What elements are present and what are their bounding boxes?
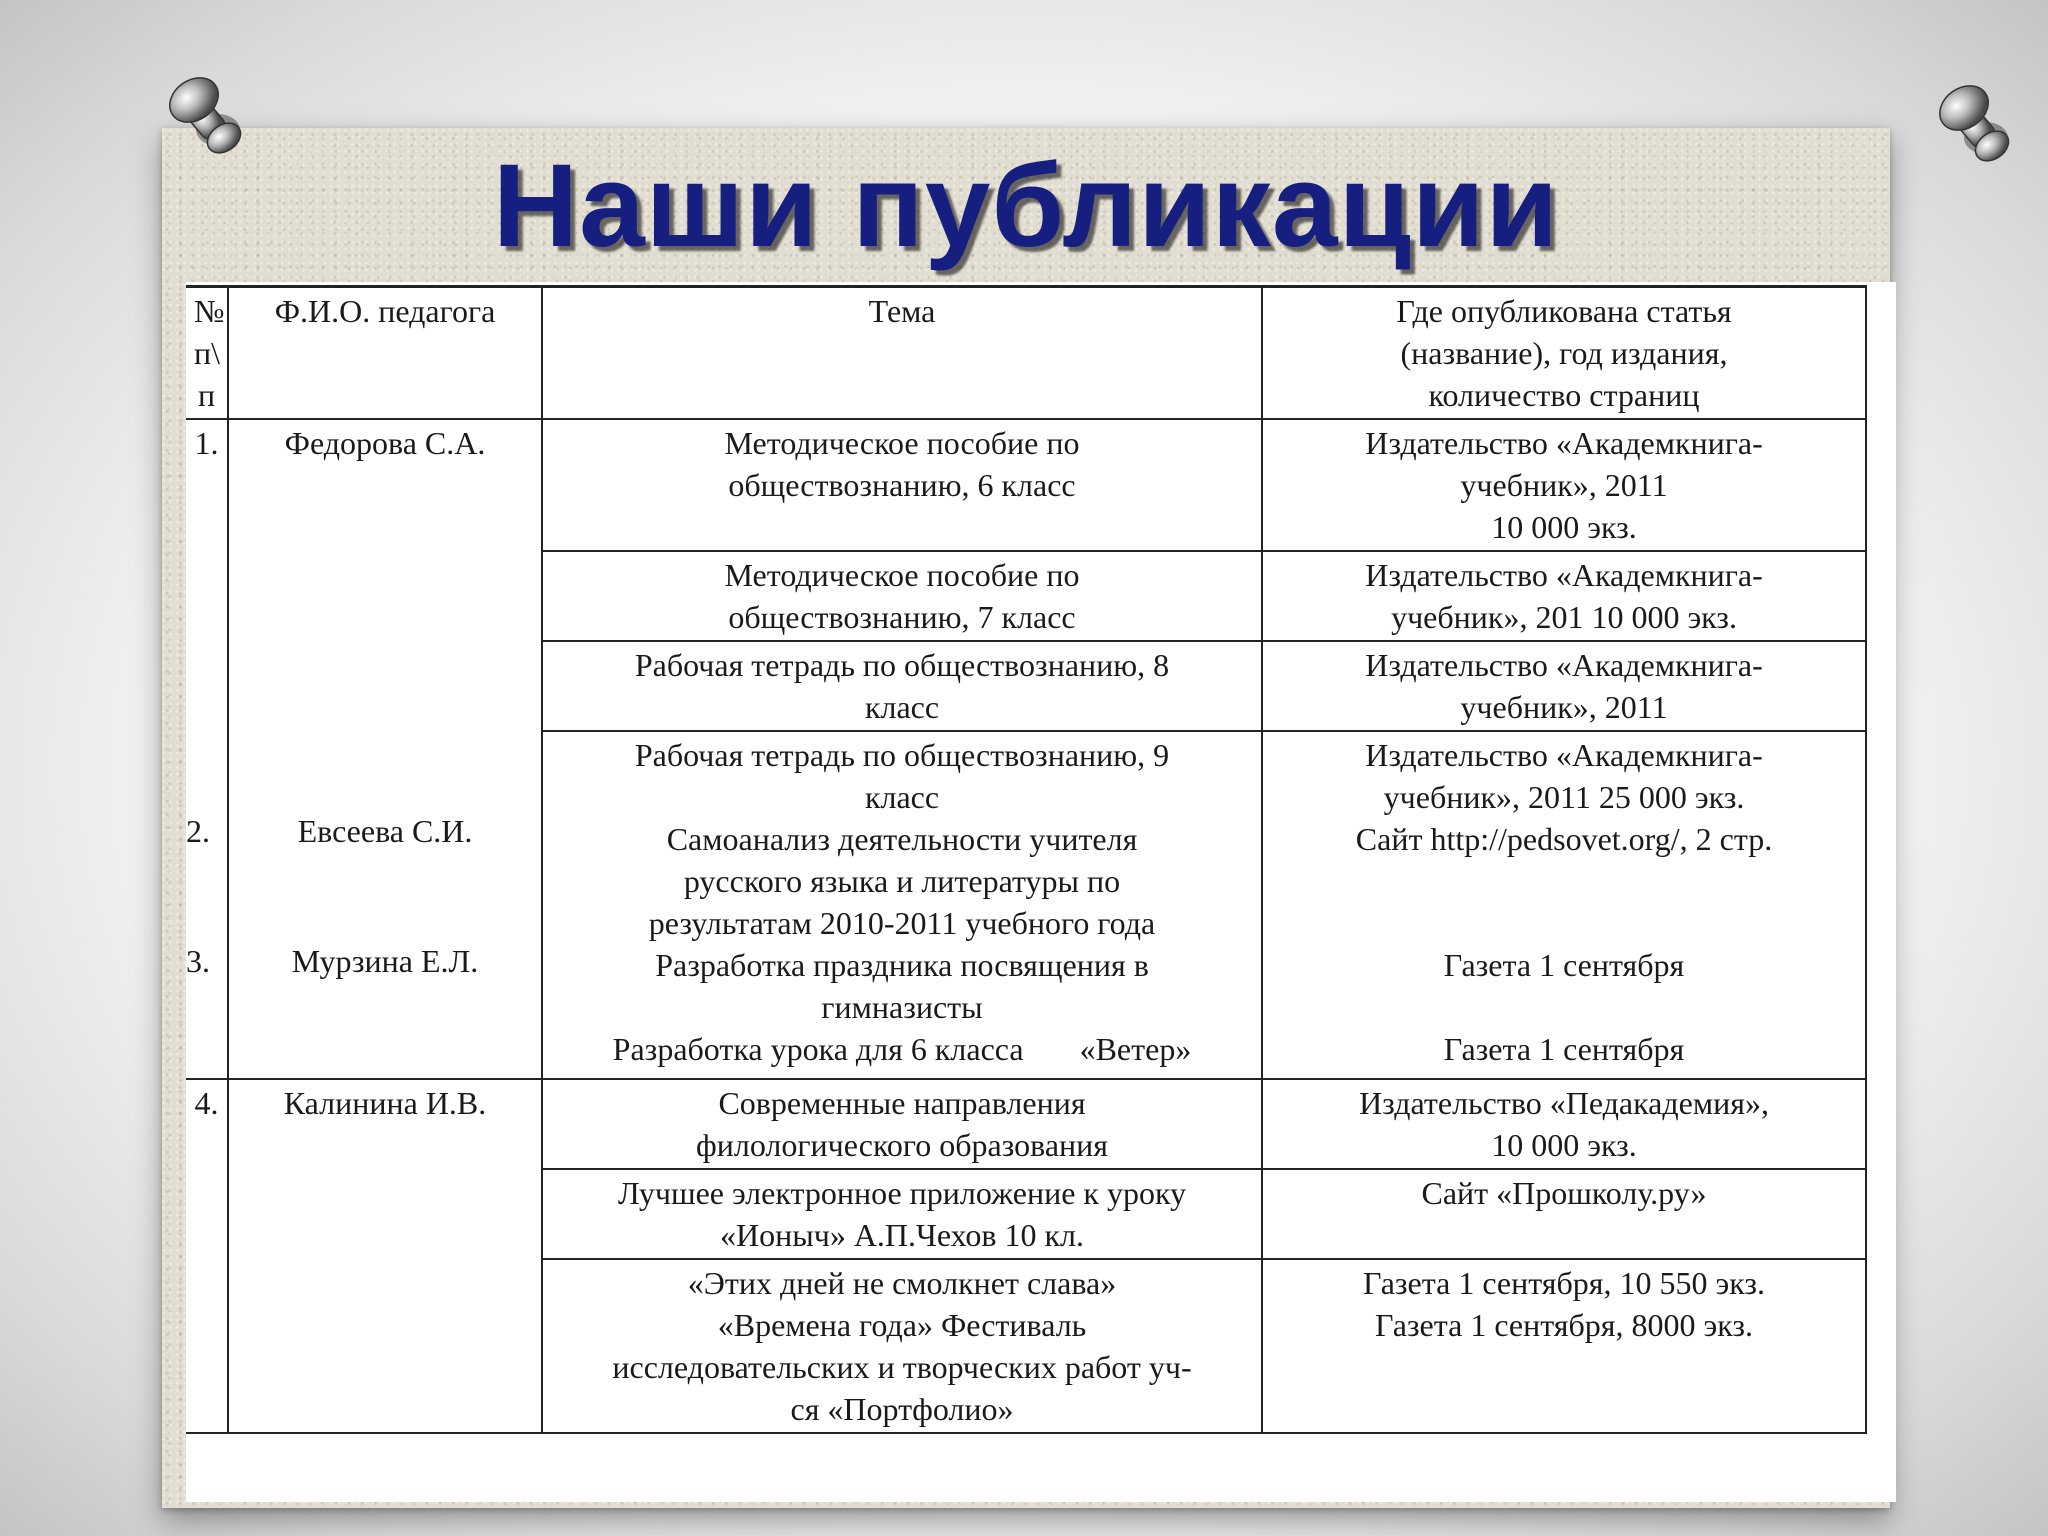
topic-line: Разработка праздника посвящения в: [655, 947, 1149, 983]
row-where: [1262, 1169, 1866, 1259]
pushpin-left-icon: [160, 68, 256, 164]
topic-line: филологического образования: [696, 1127, 1108, 1163]
teacher-name-3: Мурзина Е.Л.: [291, 943, 479, 979]
topic-line: Современные направления: [718, 1085, 1086, 1121]
where-line: Издательство «Академкнига-: [1365, 647, 1763, 683]
topic-line: Рабочая тетрадь по обществознанию, 9: [634, 737, 1170, 773]
pushpin-right-icon: [1930, 76, 2026, 172]
where-line: Газета 1 сентября: [1443, 947, 1685, 983]
where-line: Газета 1 сентября, 8000 экз.: [1374, 1307, 1754, 1343]
teacher-name-4: Калинина И.В.: [228, 1079, 542, 1433]
row-num-value: 3.: [186, 943, 210, 979]
topic-line: класс: [864, 689, 940, 725]
teacher-name-2: Евсеева С.И.: [297, 813, 473, 849]
topic-line: Рабочая тетрадь по обществознанию, 8: [634, 647, 1170, 683]
row-num-value: 1.: [194, 425, 219, 461]
row-num-value: 2.: [186, 813, 210, 849]
spacer: [1271, 986, 1857, 1028]
topic-line: гимназисты: [821, 989, 983, 1025]
where-line: Издательство «Академкнига-: [1365, 737, 1763, 773]
spacer: [186, 852, 226, 940]
row-num-value: 4.: [194, 1085, 219, 1121]
where-line: учебник», 201 10 000 экз.: [1391, 599, 1737, 635]
extra-nums: [186, 810, 226, 982]
table-row: [186, 1079, 1866, 1169]
where-line: учебник», 2011: [1460, 467, 1668, 503]
topic-line: обществознанию, 7 класс: [728, 599, 1076, 635]
where-line: учебник», 2011: [1460, 689, 1668, 725]
row-topic: [542, 551, 1262, 641]
row-topic: [542, 731, 1262, 1079]
header-num-line: п\: [194, 335, 221, 371]
table-header-row: [186, 287, 1866, 420]
row-topic: [542, 1079, 1262, 1169]
topic-line: «Времена года» Фестиваль: [717, 1307, 1087, 1343]
topic-line: «Этих дней не смолкнет слава»: [687, 1265, 1117, 1301]
row-where: [1262, 641, 1866, 731]
extra-names: [230, 810, 540, 982]
header-num-line: п: [197, 377, 216, 413]
topic-line: Разработка урока для 6 класса «Ветер»: [612, 1031, 1192, 1067]
topic-line: класс: [864, 779, 940, 815]
where-line: Издательство «Академкнига-: [1365, 425, 1763, 461]
table-row: [186, 419, 1866, 551]
where-line: Сайт «Прошколу.ру»: [1421, 1175, 1707, 1211]
where-line: 10 000 экз.: [1491, 509, 1637, 545]
header-name: Ф.И.О. педагога: [228, 287, 542, 420]
where-line: Сайт http://pedsovet.org/, 2 стр.: [1355, 821, 1773, 857]
topic-line: исследовательских и творческих работ уч-: [612, 1349, 1192, 1385]
topic-line: результатам 2010-2011 учебного года: [648, 905, 1156, 941]
row-where: [1262, 1079, 1866, 1169]
topic-line: Методическое пособие по: [724, 425, 1080, 461]
row-num: [186, 1079, 228, 1433]
where-line: 10 000 экз.: [1491, 1127, 1637, 1163]
row-where: [1262, 551, 1866, 641]
row-topic: [542, 419, 1262, 551]
topic-line: ся «Портфолио»: [790, 1391, 1014, 1427]
row-where: [1262, 419, 1866, 551]
page-title: Наши публикации: [492, 140, 1560, 272]
row-where: [1262, 731, 1866, 1079]
row-where: [1262, 1259, 1866, 1433]
topic-line: Самоанализ деятельности учителя: [666, 821, 1138, 857]
header-num: [186, 287, 228, 420]
where-line: Газета 1 сентября: [1443, 1031, 1685, 1067]
header-where: [1262, 287, 1866, 420]
where-line: Издательство «Академкнига-: [1365, 557, 1763, 593]
topic-line: обществознанию, 6 класс: [728, 467, 1076, 503]
where-line: учебник», 2011 25 000 экз.: [1383, 779, 1745, 815]
row-topic: [542, 1169, 1262, 1259]
header-topic: Тема: [542, 287, 1262, 420]
where-line: Издательство «Педакадемия»,: [1359, 1085, 1769, 1121]
header-where-line: Где опубликована статья: [1396, 293, 1732, 329]
topic-line: Методическое пособие по: [724, 557, 1080, 593]
topic-line: русского языка и литературы по: [683, 863, 1121, 899]
header-where-line: (название), год издания,: [1400, 335, 1728, 371]
spacer: [230, 852, 540, 940]
row-topic: [542, 641, 1262, 731]
header-where-line: количество страниц: [1428, 377, 1700, 413]
where-line: Газета 1 сентября, 10 550 экз.: [1362, 1265, 1766, 1301]
spacer: [1271, 860, 1857, 944]
topic-line: Лучшее электронное приложение к уроку: [617, 1175, 1187, 1211]
row-topic: [542, 1259, 1262, 1433]
header-num-line: №: [194, 293, 225, 329]
topic-line: «Ионыч» А.П.Чехов 10 кл.: [719, 1217, 1085, 1253]
teacher-name-1: Федорова С.А.: [284, 425, 486, 461]
